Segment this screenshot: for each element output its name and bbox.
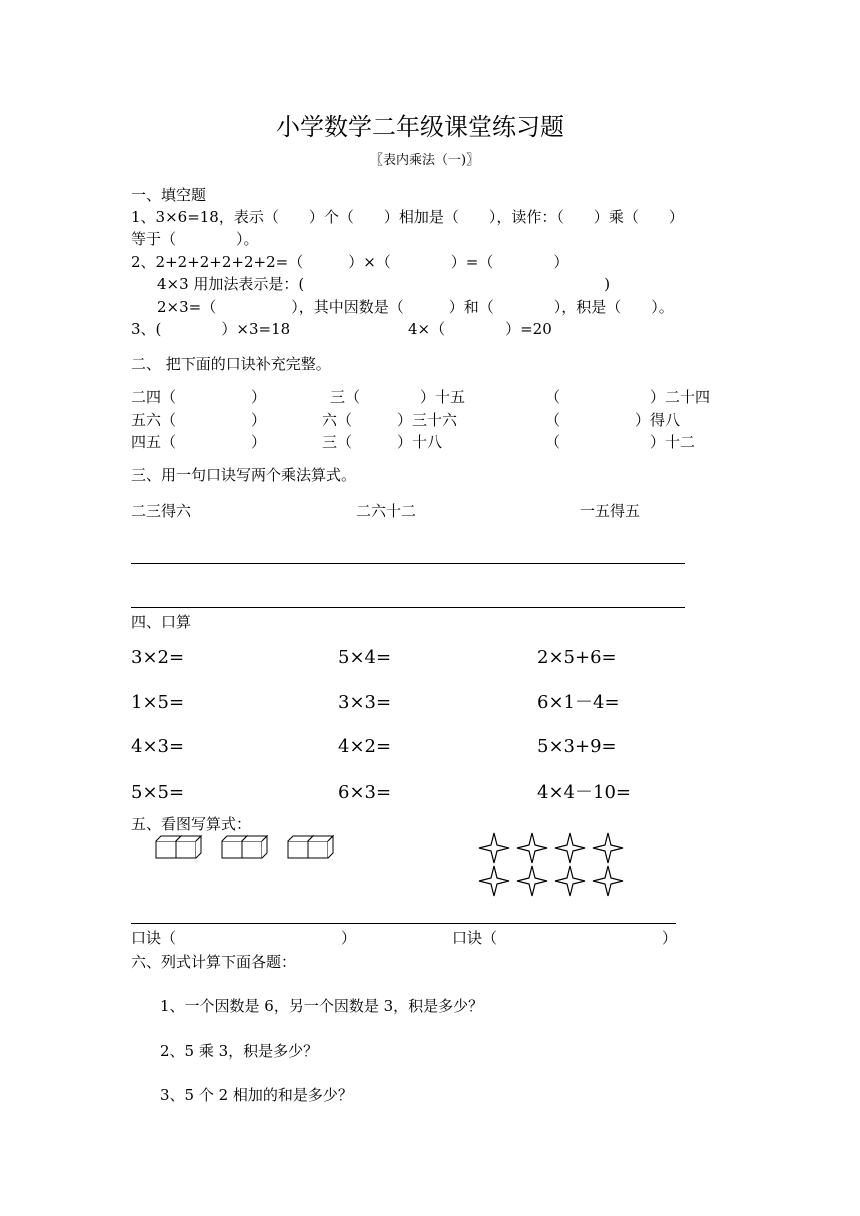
section-5-heading: 五、看图写算式： [131, 815, 252, 833]
koujue-cell: 二四（ ） [131, 388, 267, 406]
koujue-right: 口诀（ ） [452, 929, 678, 947]
question-3-part-a: 3、( ）×3=18 [131, 320, 291, 338]
koujue-item: 一五得五 [580, 502, 641, 520]
section-2-heading: 二、 把下面的口诀补充完整。 [131, 355, 331, 373]
section-4-heading: 四、口算 [131, 613, 192, 631]
koujue-cell: 五六（ ） [131, 411, 267, 429]
word-problem: 1、一个因数是 6，另一个因数是 3，积是多少？ [160, 997, 484, 1015]
mental-math-item: 2×5+6= [537, 647, 617, 668]
star-icon [479, 833, 509, 863]
mental-math-item: 3×2= [131, 647, 185, 668]
koujue-item: 二三得六 [131, 502, 192, 520]
mental-math-item: 6×1－4= [537, 692, 620, 713]
section-1-heading: 一、填空题 [131, 186, 207, 204]
koujue-cell: 六（ ）三十六 [322, 411, 458, 429]
question-3-part-b: 4×（ ）=20 [408, 320, 552, 338]
mental-math-item: 4×2= [338, 736, 392, 757]
koujue-cell: （ ）十二 [545, 433, 696, 451]
question-1-line-2: 等于（ ）。 [131, 230, 259, 248]
mental-math-item: 4×4－10= [537, 782, 631, 803]
stars-figure [476, 834, 636, 900]
answer-line [131, 607, 685, 608]
section-3-heading: 三、用一句口诀写两个乘法算式。 [131, 466, 357, 484]
mental-math-item: 1×5= [131, 692, 185, 713]
star-icon [479, 866, 509, 896]
koujue-cell: 三（ ）十八 [322, 433, 443, 451]
mental-math-item: 5×3+9= [537, 736, 617, 757]
cube-icon [308, 836, 333, 858]
page-title: 小学数学二年级课堂练习题 [276, 113, 564, 141]
page-subtitle: 〖表内乘法（一)〗 [370, 153, 480, 168]
mental-math-item: 4×3= [131, 736, 185, 757]
star-icon [593, 866, 623, 896]
koujue-cell: （ ）得八 [545, 411, 681, 429]
mental-math-item: 5×4= [338, 647, 392, 668]
section-6-heading: 六、列式计算下面各题： [131, 953, 297, 971]
mental-math-item: 6×3= [338, 782, 392, 803]
koujue-left: 口诀（ ） [131, 929, 357, 947]
mental-math-item: 3×3= [338, 692, 392, 713]
mental-math-item: 5×5= [131, 782, 185, 803]
koujue-cell: 四五（ ） [131, 433, 267, 451]
word-problem: 3、5 个 2 相加的和是多少？ [160, 1086, 353, 1104]
star-icon [517, 866, 547, 896]
koujue-cell: 三（ ）十五 [330, 388, 466, 406]
word-problem: 2、5 乘 3，积是多少？ [160, 1042, 319, 1060]
question-1-line-1: 1、3×6=18，表示（ ）个（ ）相加是（ ），读作：（ ）乘（ ） [131, 208, 684, 226]
star-icon [517, 833, 547, 863]
star-icon [555, 866, 585, 896]
question-2-line-1: 2、2+2+2+2+2+2=（ ）×（ ）=（ ） [131, 253, 569, 271]
koujue-item: 二六十二 [356, 502, 417, 520]
star-icon [593, 833, 623, 863]
answer-line [131, 563, 685, 564]
koujue-cell: （ ）二十四 [545, 388, 711, 406]
question-2-line-3: 2×3=（ ），其中因数是（ ）和（ ），积是（ ）。 [157, 298, 674, 316]
question-2-line-2: 4×3 用加法表示是：( ) [157, 275, 611, 293]
cube-groups-figure [150, 834, 380, 862]
cube-icon [242, 836, 267, 858]
cube-icon [176, 836, 201, 858]
star-icon [555, 833, 585, 863]
answer-line [131, 923, 676, 924]
